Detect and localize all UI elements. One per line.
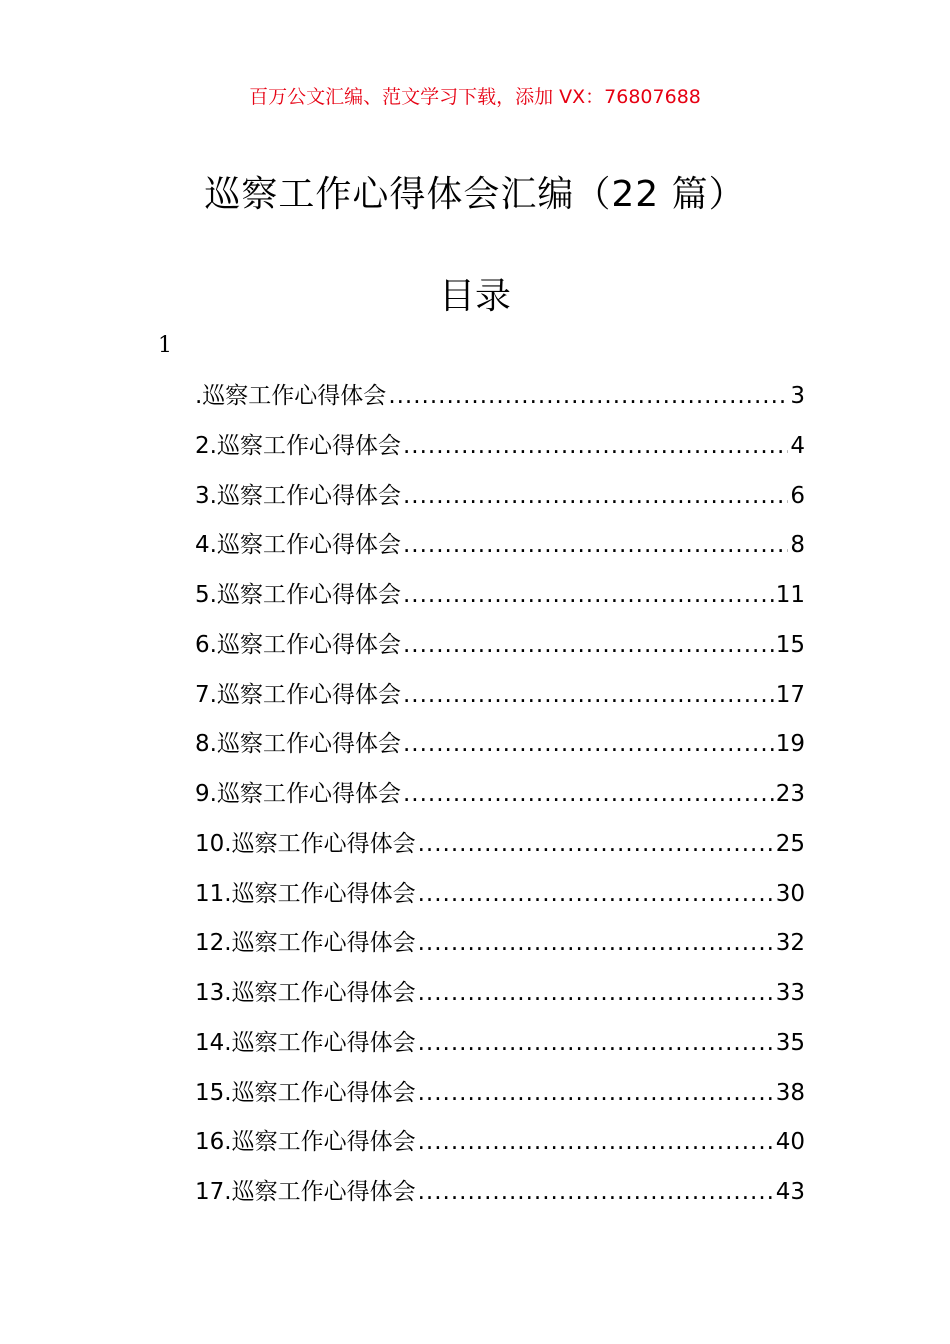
toc-leader [418, 924, 774, 962]
toc-entry[interactable] [195, 427, 805, 477]
toc-entry[interactable] [195, 377, 805, 427]
toc-entry[interactable] [195, 676, 805, 726]
toc-leader [418, 1123, 774, 1161]
toc-leader [418, 1173, 774, 1211]
toc-entry-page: 25 [775, 830, 805, 857]
toc-entry-label: 14.巡察工作心得体会 [195, 1029, 416, 1056]
toc-entry[interactable] [195, 775, 805, 825]
toc-entry-page: 8 [790, 532, 805, 559]
toc-entry-page: 6 [790, 482, 805, 509]
toc-entry-label: 3.巡察工作心得体会 [195, 482, 401, 509]
toc-leader [403, 526, 788, 564]
toc-entry-page: 32 [775, 930, 805, 957]
toc-entry-label: 8.巡察工作心得体会 [195, 731, 401, 758]
toc-entry[interactable] [195, 1024, 805, 1074]
toc-entry-label: 9.巡察工作心得体会 [195, 781, 401, 807]
toc-entry-label: 10.巡察工作心得体会 [195, 830, 416, 857]
toc-leader [418, 974, 774, 1012]
toc-entry-label: 16.巡察工作心得体会 [195, 1129, 416, 1156]
toc-entry-page: 19 [775, 731, 805, 758]
header-note: 百万公文汇编、范文学习下载，添加 VX：76807688 [249, 86, 701, 108]
toc-leader [418, 1024, 774, 1062]
toc-entry-label: 2.巡察工作心得体会 [195, 432, 401, 459]
toc-entry-label: 13.巡察工作心得体会 [195, 980, 416, 1006]
toc-entry-label: 6.巡察工作心得体会 [195, 631, 401, 658]
toc-leader [403, 676, 774, 714]
toc-entry[interactable] [195, 924, 805, 974]
toc-leader [403, 427, 788, 465]
toc-entry-page: 40 [775, 1129, 805, 1156]
toc-entry-page: 38 [775, 1079, 805, 1106]
toc-entry-label: 12.巡察工作心得体会 [195, 930, 416, 957]
toc-entry-page: 43 [775, 1179, 805, 1205]
toc-entry-page: 3 [790, 383, 805, 409]
toc-leader [388, 377, 788, 415]
toc-leader [403, 725, 774, 763]
toc-entry[interactable] [195, 725, 805, 775]
stray-number: 1 [158, 333, 172, 358]
toc-entry[interactable] [195, 1173, 805, 1223]
toc-entry-label: 11.巡察工作心得体会 [195, 880, 416, 907]
toc-leader [403, 576, 774, 614]
toc-entry-page: 23 [775, 781, 805, 807]
toc-entry[interactable] [195, 1123, 805, 1173]
toc-entry[interactable] [195, 526, 805, 576]
toc-leader [403, 626, 774, 664]
table-of-contents [195, 377, 805, 1223]
toc-entry-label: 15.巡察工作心得体会 [195, 1079, 416, 1106]
document-title: 巡察工作心得体会汇编（22 篇） [204, 174, 746, 215]
toc-entry-label: 7.巡察工作心得体会 [195, 681, 401, 708]
toc-entry-page: 33 [775, 980, 805, 1006]
toc-entry[interactable] [195, 1074, 805, 1124]
toc-entry-page: 17 [775, 681, 805, 708]
toc-leader [403, 775, 774, 813]
toc-entry[interactable] [195, 974, 805, 1024]
toc-entry-page: 30 [775, 880, 805, 907]
toc-entry-page: 11 [775, 582, 805, 608]
toc-entry-label: .巡察工作心得体会 [195, 383, 387, 409]
toc-entry[interactable] [195, 477, 805, 527]
toc-leader [418, 825, 774, 863]
toc-entry-page: 35 [775, 1029, 805, 1056]
toc-leader [418, 1074, 774, 1112]
toc-entry[interactable] [195, 825, 805, 875]
toc-leader [418, 875, 774, 913]
toc-entry[interactable] [195, 576, 805, 626]
toc-entry-page: 4 [790, 432, 805, 459]
toc-entry[interactable] [195, 626, 805, 676]
toc-heading: 目录 [438, 276, 511, 317]
toc-entry-label: 4.巡察工作心得体会 [195, 532, 401, 559]
toc-leader [403, 477, 788, 515]
toc-entry-label: 5.巡察工作心得体会 [195, 582, 401, 608]
toc-entry-page: 15 [775, 631, 805, 658]
toc-entry[interactable] [195, 875, 805, 925]
toc-entry-label: 17.巡察工作心得体会 [195, 1179, 416, 1205]
